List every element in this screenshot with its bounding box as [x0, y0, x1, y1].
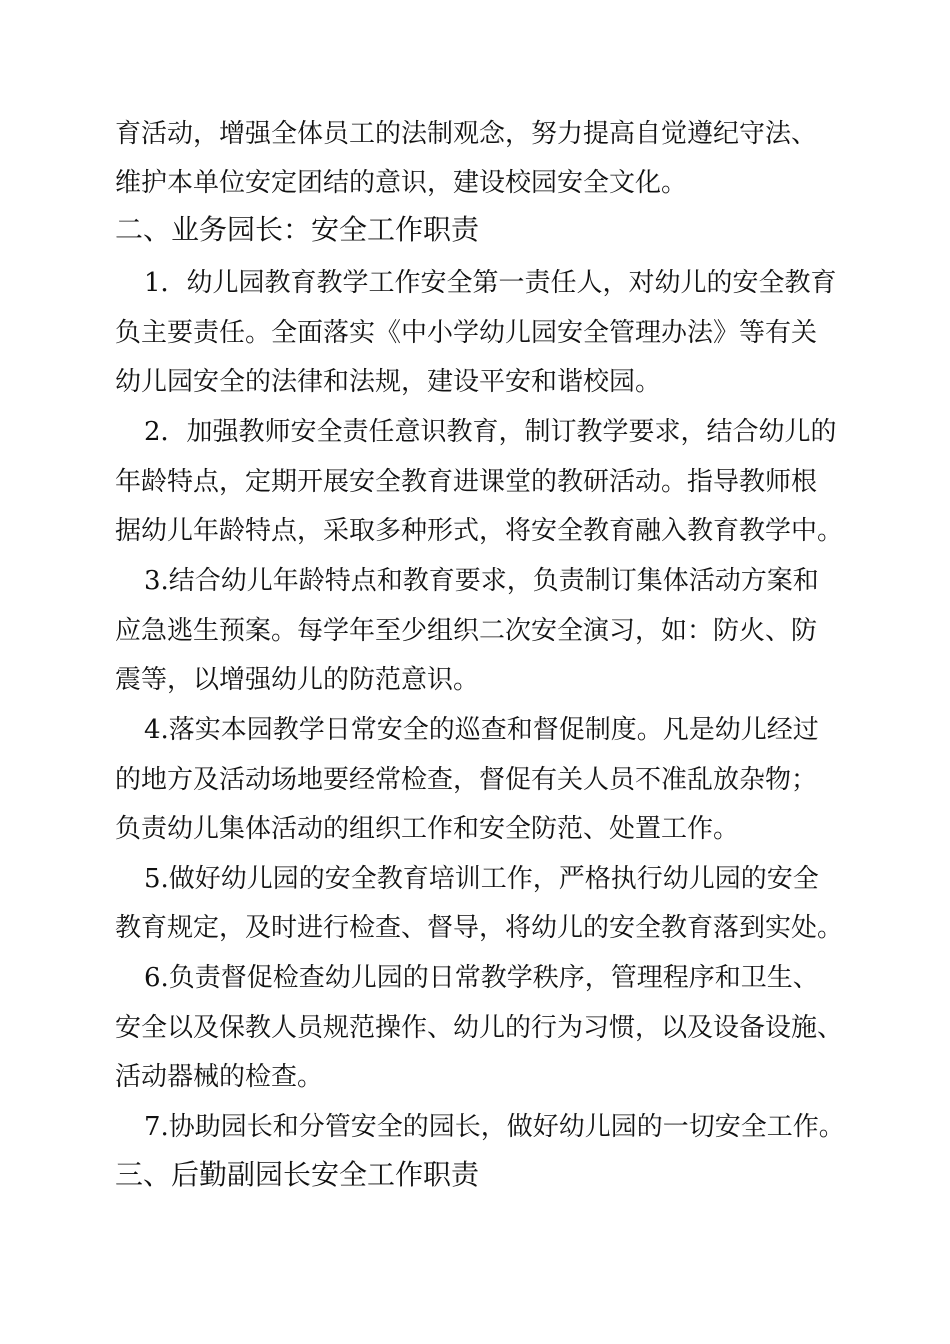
paragraph-line: 教育规定，及时进行检查、督导，将幼儿的安全教育落到实处。	[115, 913, 844, 943]
paragraph-line: 活动器械的检查。	[115, 1062, 324, 1092]
paragraph-line: 年龄特点，定期开展安全教育进课堂的教研活动。指导教师根	[115, 467, 818, 497]
paragraph-line: 应急逃生预案。每学年至少组织二次安全演习，如：防火、防	[115, 616, 818, 646]
paragraph-line: 幼儿园安全的法律和法规，建设平安和谐校园。	[115, 367, 662, 397]
paragraph-line: 负主要责任。全面落实《中小学幼儿园安全管理办法》等有关	[115, 318, 818, 348]
paragraph-line: 据幼儿年龄特点，采取多种形式，将安全教育融入教育教学中。	[115, 516, 844, 546]
paragraph-line: 安全以及保教人员规范操作、幼儿的行为习惯，以及设备设施、	[115, 1013, 844, 1043]
paragraph-line: 4.落实本园教学日常安全的巡查和督促制度。凡是幼儿经过	[144, 715, 819, 745]
paragraph-line: 3.结合幼儿年龄特点和教育要求，负责制订集体活动方案和	[144, 566, 819, 596]
paragraph-line: 的地方及活动场地要经常检查，督促有关人员不准乱放杂物；	[115, 765, 818, 795]
paragraph-line: 6.负责督促检查幼儿园的日常教学秩序，管理程序和卫生、	[144, 963, 819, 993]
paragraph-line: 5.做好幼儿园的安全教育培训工作，严格执行幼儿园的安全	[144, 864, 819, 894]
paragraph-line: 2．加强教师安全责任意识教育，制订教学要求，结合幼儿的	[144, 417, 837, 447]
paragraph-line: 育活动，增强全体员工的法制观念，努力提高自觉遵纪守法、	[115, 119, 818, 149]
paragraph-line: 负责幼儿集体活动的组织工作和安全防范、处置工作。	[115, 814, 740, 844]
paragraph-line: 7.协助园长和分管安全的园长，做好幼儿园的一切安全工作。	[144, 1112, 845, 1142]
paragraph-line: 1．幼儿园教育教学工作安全第一责任人，对幼儿的安全教育	[144, 268, 837, 298]
paragraph-line: 维护本单位安定团结的意识，建设校园安全文化。	[115, 168, 688, 198]
section-heading: 三、后勤副园长安全工作职责	[115, 1158, 480, 1191]
section-heading: 二、业务园长：安全工作职责	[115, 213, 480, 246]
paragraph-line: 震等，以增强幼儿的防范意识。	[115, 665, 480, 695]
